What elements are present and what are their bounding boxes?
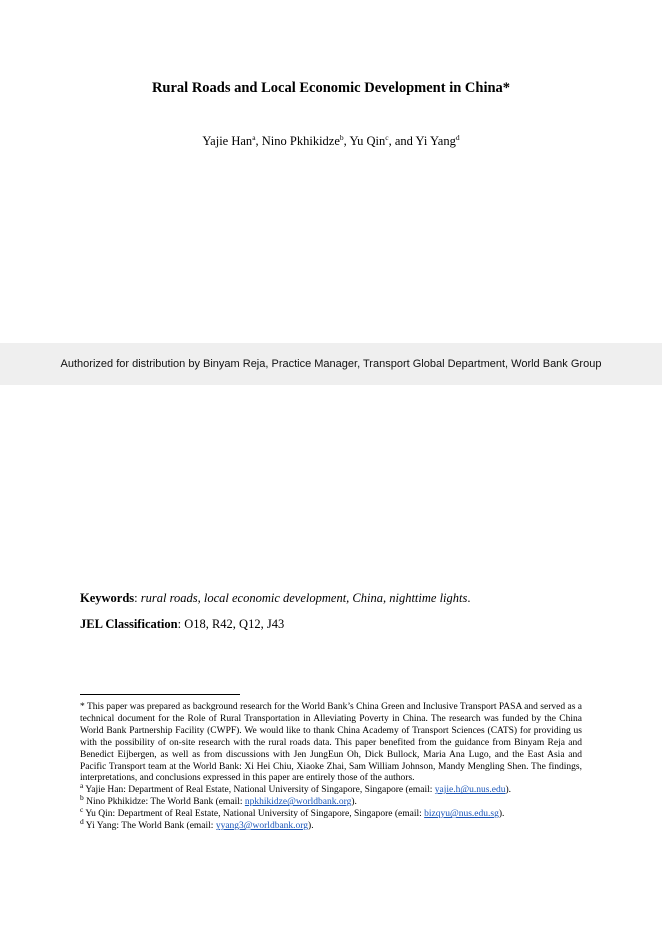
footnote-mark: a [80, 781, 84, 791]
footnotes [80, 702, 582, 833]
email-link[interactable]: bizqyu@nus.edu.sg [424, 809, 499, 820]
keywords-value: rural roads, local economic development, China, nighttime lights [140, 591, 468, 605]
affiliation-mark: a [252, 132, 256, 142]
footnote-item [80, 781, 582, 797]
author-line [0, 134, 662, 149]
footnote-item [80, 805, 582, 821]
jel-line [80, 617, 284, 632]
email-link[interactable]: yyang3@worldbank.org [215, 821, 309, 832]
author-name: Yu Qin [349, 134, 386, 148]
footnote-text: Yi Yang: The World Bank (email: [83, 821, 216, 832]
footnote-end: ). [308, 821, 314, 832]
footnote-text: Nino Pkhikidze: The World Bank (email: [83, 797, 245, 808]
affiliation-mark: d [455, 132, 460, 142]
footnote-end: ). [351, 797, 357, 808]
footnote-main: * This paper was prepared as background research for the World Bank’s China Green and Inclusive Transport PASA and served as a technical document for the Role of Rural Transportation in Alleviating Poverty in China. The research was funded by the China World Bank Partnership Facility (CWPF). We would like to thank China Academy of Transport Sciences (CATS) for providing us with the possibility of on-site research with the rural roads data. This paper benefited from the guidance from Binyam Reja and Benedict Eijbergen, as well as from discussions with Jen JungEun Oh, Dick Bullock, Maria Ana Lugo, and the East Asia and Pacific Transport team at the World Bank: Xi Hei Chiu, Xiaoke Zhai, Sam William Johnson, Mandy Mengling Shen. The findings, interpretations, and conclusions expressed in this paper are entirely those of the authors. [80, 702, 582, 784]
footnote-mark: b [80, 793, 84, 803]
author-name: Nino Pkhikidze [261, 134, 340, 148]
author-separator: , and [388, 134, 416, 148]
footnote-mark: c [80, 805, 84, 814]
footnote-text: Yu Qin: Department of Real Estate, National University of Singapore, Singapore (email: [83, 809, 425, 820]
author-name: Yi Yang [415, 134, 456, 148]
author-separator: , [255, 134, 262, 148]
jel-label: JEL Classification [80, 617, 178, 631]
footnote-mark: d [80, 816, 84, 826]
paper-title: Rural Roads and Local Economic Development in China* [151, 80, 511, 96]
email-link[interactable]: yajie.h@u.nus.edu [434, 785, 506, 796]
distribution-banner [0, 343, 662, 385]
author-name: Yajie Han [202, 134, 253, 148]
distribution-text: Authorized for distribution by Binyam Reja, Practice Manager, Transport Global Department, World Bank Group [60, 358, 602, 370]
author-separator: , [343, 134, 350, 148]
keywords-line [80, 591, 471, 606]
keywords-label: Keywords [80, 591, 135, 605]
footnote-text: Yajie Han: Department of Real Estate, National University of Singapore, Singapore (email: [83, 785, 435, 796]
keywords-end: . [467, 591, 471, 605]
footnote-end: ). [505, 785, 512, 796]
keywords-separator: : [134, 591, 141, 605]
email-link[interactable]: npkhikidze@worldbank.org [244, 797, 352, 808]
affiliation-mark: c [385, 132, 389, 142]
jel-value: : O18, R42, Q12, J43 [177, 617, 285, 631]
footnote-item [80, 793, 582, 809]
affiliation-mark: b [339, 132, 344, 142]
footnote-item [80, 816, 582, 833]
footnote-divider [80, 694, 240, 695]
footnote-end: ). [498, 809, 505, 820]
